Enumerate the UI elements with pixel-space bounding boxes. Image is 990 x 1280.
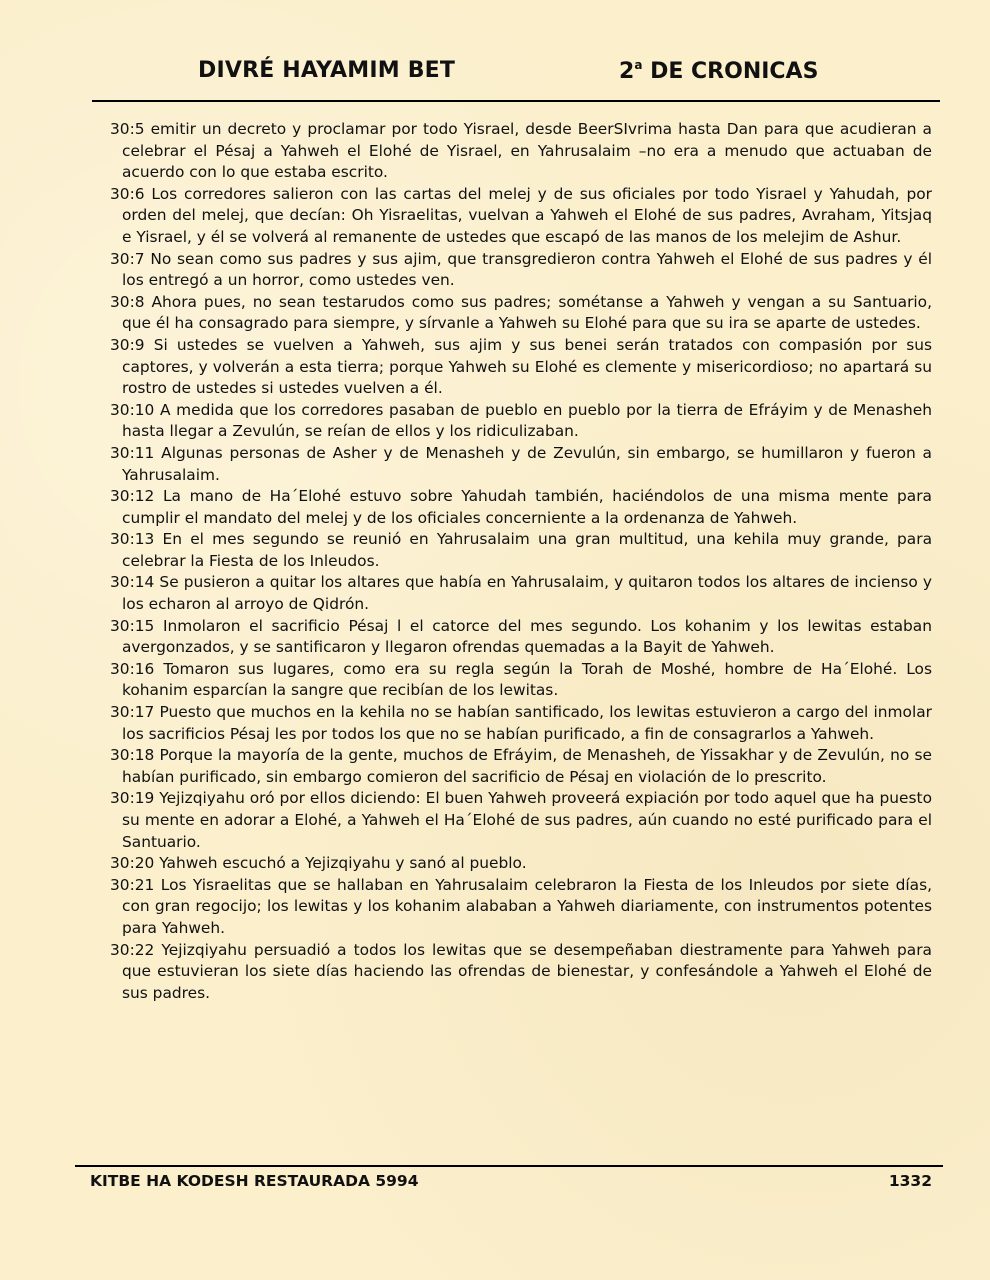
book-title-text: DE CRONICAS [642, 59, 819, 84]
verse-30-14: 30:14 Se pusieron a quitar los altares que había en Yahrusalaim, y quitaron todos los altares de incienso y los echaron al arroyo de Qidrón. [110, 573, 932, 614]
verse-30-9: 30:9 Si ustedes se vuelven a Yahweh, sus ajim y sus benei serán tratados con compasión por sus captores, y volverán a esta tierra; porque Yahweh su Elohé es clemente y misericordioso; no apartará su rostro de ustedes si ustedes vuelven a él. [110, 335, 932, 398]
verse-30-17: 30:17 Puesto que muchos en la kehila no se habían santificado, los lewitas estuvieron a cargo del inmolar los sacrificios Pésaj les por todos los que no se habían purificado, a fin de consagrarlos a Yahweh. [110, 703, 932, 743]
verse-list [110, 119, 932, 1004]
verse-30-21: 30:21 Los Yisraelitas que se hallaban en Yahrusalaim celebraron la Fiesta de los Inleudos por siete días, con gran regocijo; los lewitas y los kohanim alababan a Yahweh diariamente, con instrumentos potentes para Yahweh. [110, 875, 932, 937]
book-title-right [619, 58, 818, 84]
book-title-number: 2 [619, 59, 635, 84]
verse-30-18: 30:18 Porque la mayoría de la gente, muchos de Efráyim, de Menasheh, de Yissakhar y de Zevulún, no se habían purificado, sin embargo comieron del sacrificio de Pésaj en violación de lo prescrito. [110, 746, 932, 786]
header-rule [92, 100, 940, 102]
footer-rule [75, 1165, 943, 1167]
verse-30-19: 30:19 Yejizqiyahu oró por ellos diciendo: El buen Yahweh proveerá expiación por todo aquel que ha puesto su mente en adorar a Elohé, a Yahweh el Ha´Elohé de sus padres, aún cuando no esté purificado para el Santuario. [110, 789, 932, 851]
verse-30-22: 30:22 Yejizqiyahu persuadió a todos los lewitas que se desempeñaban diestramente para Yahweh para que estuvieran los siete días haciendo las ofrendas de bienestar, y confesándole a Yahweh el Elohé de sus padres. [110, 940, 932, 1002]
page-number: 1332 [888, 1172, 932, 1190]
footer-title: KITBE HA KODESH RESTAURADA 5994 [90, 1172, 419, 1190]
verse-30-12: 30:12 La mano de Ha´Elohé estuvo sobre Yahudah también, haciéndolos de una misma mente para cumplir el mandato del melej y de los oficiales concerniente a la ordenanza de Yahweh. [110, 487, 932, 527]
page-header [92, 58, 938, 98]
verse-30-6: 30:6 Los corredores salieron con las cartas del melej y de sus oficiales por todo Yisrael y Yahudah, por orden del melej, que decían: Oh Yisraelitas, vuelvan a Yahweh el Elohé de sus padres, Avraham, Yitsjaq e Yisrael, y él se volverá al remanente de ustedes que escapó de las manos de los melejim de Ashur. [110, 184, 932, 246]
verse-30-11: 30:11 Algunas personas de Asher y de Menasheh y de Zevulún, sin embargo, se humillaron y fueron a Yahrusalaim. [110, 443, 932, 484]
verse-30-10: 30:10 A medida que los corredores pasaban de pueblo en pueblo por la tierra de Efráyim y de Menasheh hasta llegar a Zevulún, se reían de ellos y los ridiculizaban. [110, 400, 932, 441]
book-title-left: DIVRÉ HAYAMIM BET [198, 58, 456, 83]
verse-30-16: 30:16 Tomaron sus lugares, como era su regla según la Torah de Moshé, hombre de Ha´Elohé. Los kohanim esparcían la sangre que recibían de los lewitas. [110, 659, 932, 700]
verse-30-13: 30:13 En el mes segundo se reunió en Yahrusalaim una gran multitud, una kehila muy grande, para celebrar la Fiesta de los Inleudos. [110, 530, 932, 570]
book-title-ordinal: a [634, 58, 643, 72]
verse-30-5: 30:5 emitir un decreto y proclamar por todo Yisrael, desde BeerSIvrima hasta Dan para que acudieran a celebrar el Pésaj a Yahweh el Elohé de Yisrael, en Yahrusalaim –no era a menudo que actuaban de acuerdo con lo que estaba escrito. [110, 120, 932, 182]
verse-30-20: 30:20 Yahweh escuchó a Yejizqiyahu y sanó al pueblo. [110, 854, 527, 873]
verse-30-7: 30:7 No sean como sus padres y sus ajim, que transgredieron contra Yahweh el Elohé de sus padres y él los entregó a un horror, como ustedes ven. [110, 249, 932, 290]
verse-30-15: 30:15 Inmolaron el sacrificio Pésaj l el catorce del mes segundo. Los kohanim y los lewitas estaban avergonzados, y se santificaron y llegaron ofrendas quemadas a la Bayit de Yahweh. [110, 616, 932, 657]
verse-30-8: 30:8 Ahora pues, no sean testarudos como sus padres; sométanse a Yahweh y vengan a su Santuario, que él ha consagrado para siempre, y sírvanle a Yahweh su Elohé para que su ira se aparte de ustedes. [110, 292, 932, 333]
